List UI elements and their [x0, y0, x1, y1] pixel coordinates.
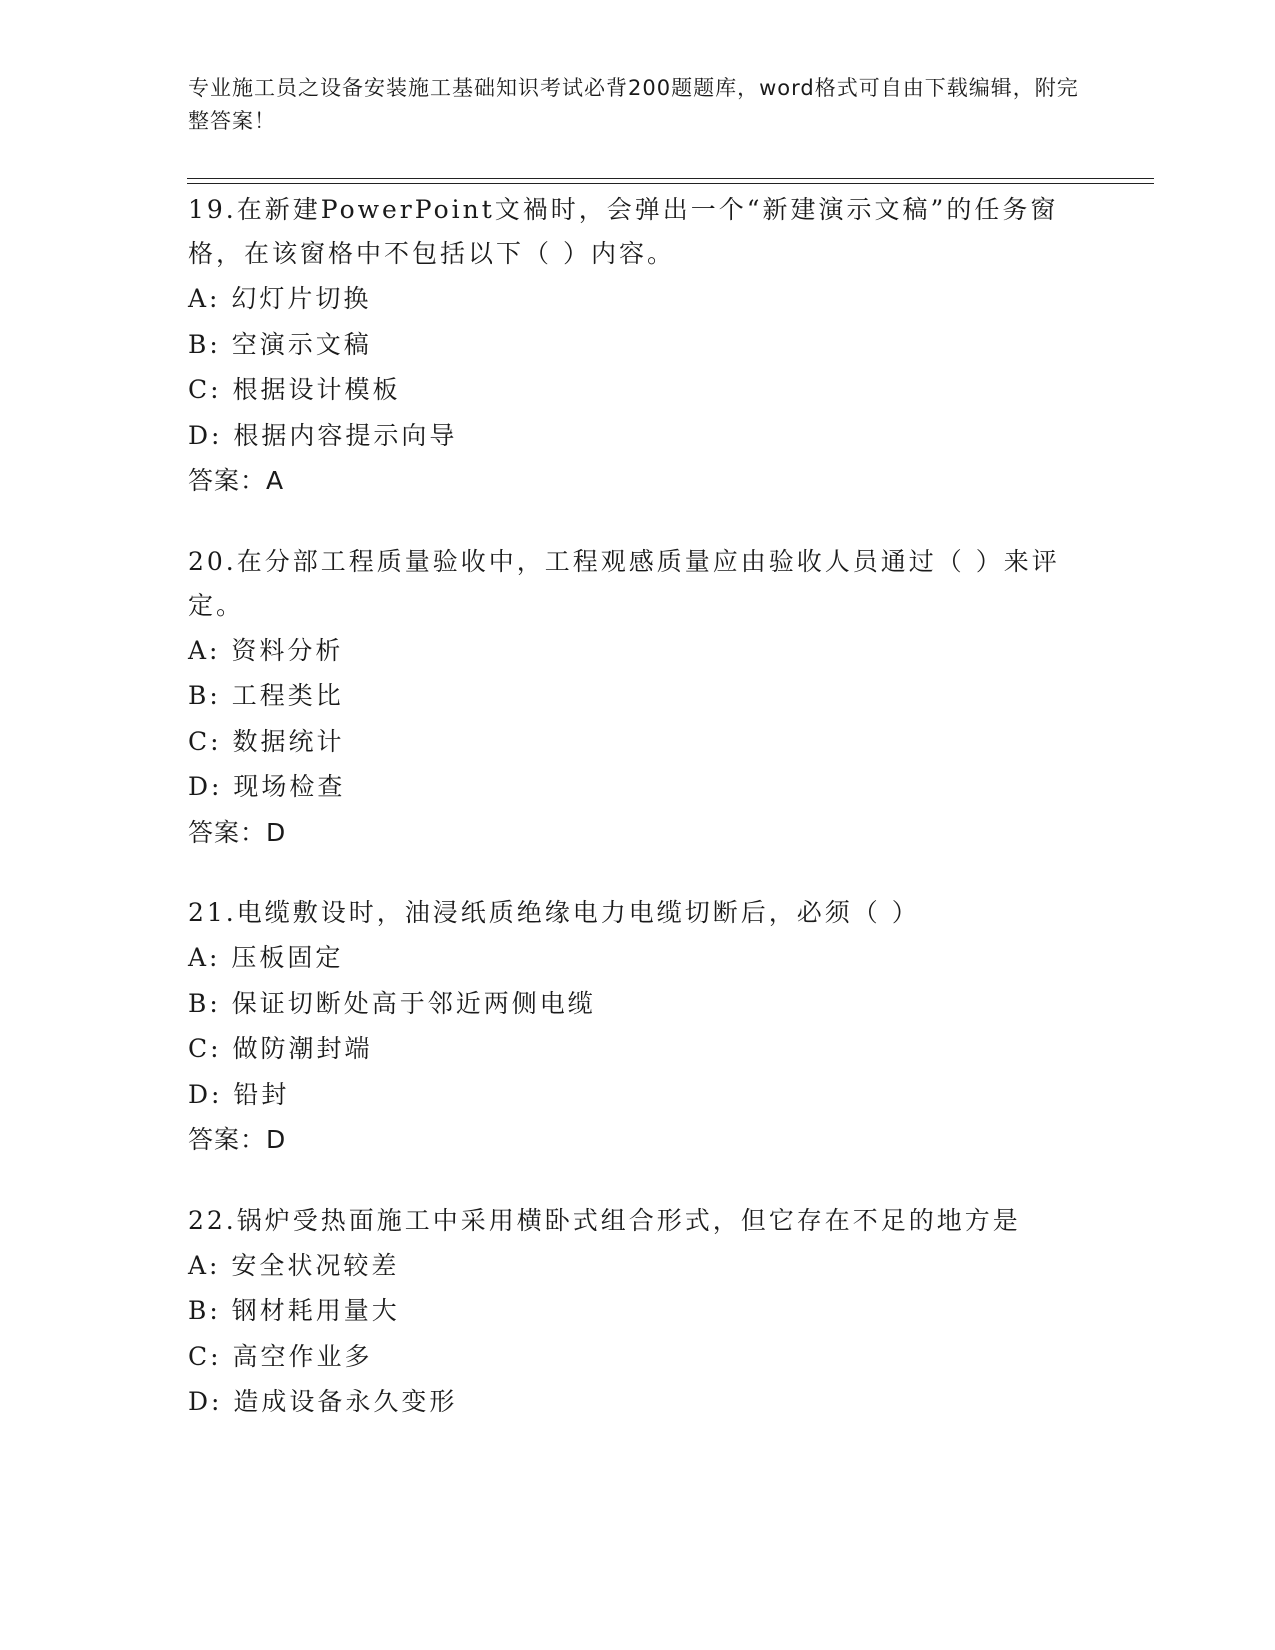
option-b: B: 钢材耗用量大 [188, 1296, 400, 1325]
option-b: B: 保证切断处高于邻近两侧电缆 [188, 988, 596, 1018]
answer: 答案：A [188, 466, 285, 495]
header-divider-top [187, 178, 1154, 179]
option-c: C: 做防潮封端 [188, 1034, 373, 1063]
option-a: A: 安全状况较差 [188, 1250, 400, 1280]
answer: 答案：D [188, 1125, 287, 1154]
option-d: D: 现场检查 [188, 772, 346, 801]
option-b: B: 空演示文稿 [188, 329, 372, 359]
option-c: C: 高空作业多 [188, 1341, 373, 1371]
question-list [188, 188, 1088, 1461]
question-text: 19.在新建PowerPoint文禍时，会弹出一个“新建演示文稿”的任务窗格，在该窗格中不包括以下（ ）内容。 [188, 195, 1059, 268]
question-21 [188, 891, 1088, 1163]
option-b: B: 工程类比 [188, 681, 344, 710]
option-c: C: 根据设计模板 [188, 375, 401, 404]
option-a: A: 压板固定 [188, 943, 344, 972]
document-header: 专业施工员之设备安装施工基础知识考试必背200题题库，word格式可自由下载编辑，附完整答案！ [188, 76, 1079, 133]
option-d: D: 铅封 [188, 1079, 290, 1109]
question-text: 21.电缆敷设时，油浸纸质绝缘电力电缆切断后，必须（ ） [188, 898, 920, 927]
option-d: D: 造成设备永久变形 [188, 1387, 458, 1416]
question-22 [188, 1199, 1088, 1425]
option-a: A: 资料分析 [188, 635, 344, 665]
question-20 [188, 540, 1088, 856]
question-19 [188, 188, 1088, 504]
question-text: 20.在分部工程质量验收中，工程观感质量应由验收人员通过（ ）来评定。 [188, 546, 1060, 620]
option-d: D: 根据内容提示向导 [188, 420, 458, 450]
header-divider-bottom [187, 183, 1154, 184]
question-text: 22.锅炉受热面施工中采用横卧式组合形式，但它存在不足的地方是 [188, 1205, 1021, 1235]
answer: 答案：D [188, 817, 287, 847]
option-a: A: 幻灯片切换 [188, 284, 372, 313]
option-c: C: 数据统计 [188, 726, 345, 756]
